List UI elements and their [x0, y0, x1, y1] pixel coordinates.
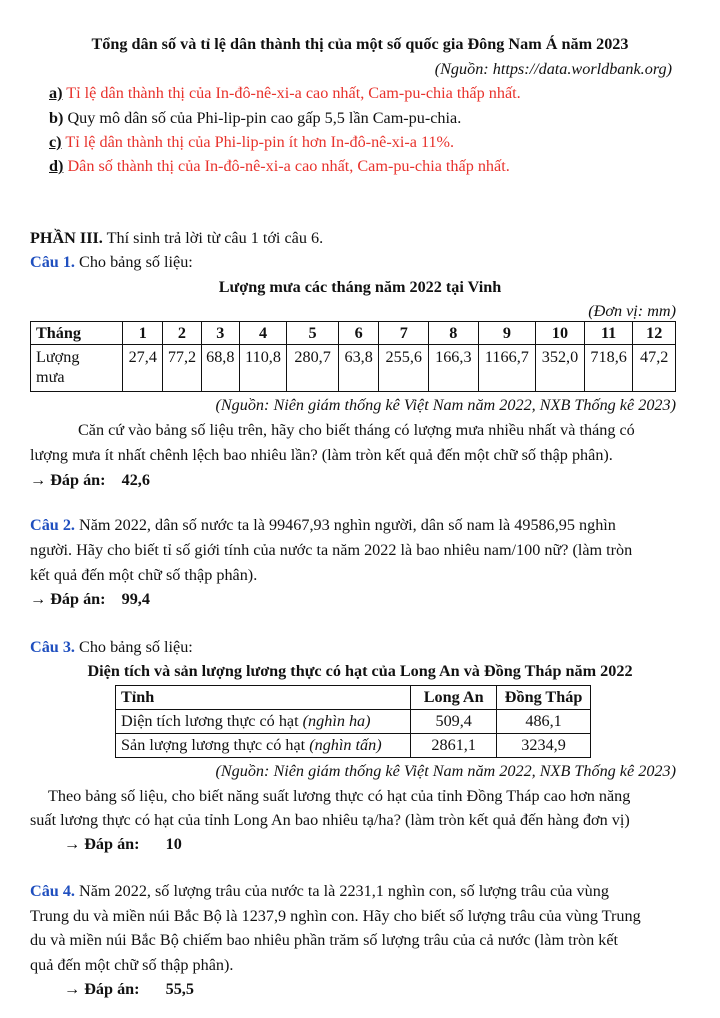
rainfall-row-label-line2: mưa [36, 368, 65, 387]
top-source: (Nguồn: https://data.worldbank.org) [434, 60, 672, 78]
month-cell: 6 [338, 322, 379, 345]
q1-intro-text: Cho bảng số liệu: [74, 253, 193, 271]
q4-line4: quả đến một chữ số thập phân). [30, 956, 234, 974]
statement-label: d) [49, 157, 64, 175]
month-cell: 11 [584, 322, 633, 345]
q2-line1-text: Năm 2022, dân số nước ta là 99467,93 nghìn người, dân số nam là 49586,95 nghìn [74, 516, 616, 534]
q1-unit: (Đơn vị: mm) [588, 302, 676, 320]
q3-question-line2: suất lương thực có hạt của tỉnh Long An bao nhiêu tạ/ha? (làm tròn kết quả đến hàng đơn vị) [30, 811, 630, 829]
crop-header-cell: Tỉnh [116, 686, 411, 710]
month-cell: 4 [239, 322, 287, 345]
statement-a [49, 84, 521, 103]
rainfall-header-label: Tháng [31, 322, 123, 345]
q3-answer-label: → Đáp án: [64, 835, 140, 853]
statement-text: Dân số thành thị của In-đô-nê-xi-a cao nhất, Cam-pu-chia thấp nhất. [67, 157, 510, 175]
q1-answer [30, 471, 150, 490]
part3-heading-text: Thí sinh trả lời từ câu 1 tới câu 6. [102, 229, 324, 247]
crop-table [115, 685, 591, 758]
q3-question-line1: Theo bảng số liệu, cho biết năng suất lương thực có hạt của tỉnh Đồng Tháp cao hơn năng [48, 787, 631, 805]
rainfall-row-label [31, 345, 123, 392]
rainfall-value-cell: 47,2 [633, 345, 676, 392]
q3-intro [30, 638, 193, 657]
rainfall-value-cell: 255,6 [379, 345, 429, 392]
q4-answer-label: → Đáp án: [64, 980, 140, 998]
rainfall-value-cell: 77,2 [163, 345, 202, 392]
q1-source: (Nguồn: Niên giám thống kê Việt Nam năm 2022, NXB Thống kê 2023) [215, 396, 676, 414]
q2-answer-value: 99,4 [121, 590, 150, 608]
crop-header-cell: Đồng Tháp [497, 686, 591, 710]
rainfall-row-label-line1: Lượng [36, 348, 80, 366]
q4-line3: du và miền núi Bắc Bộ chiếm bao nhiêu phần trăm số lượng trâu của cả nước (làm tròn kết [30, 931, 619, 949]
q3-intro-text: Cho bảng số liệu: [74, 638, 193, 656]
q1-answer-label: → Đáp án: [30, 471, 106, 489]
statement-b [49, 109, 461, 128]
month-cell: 12 [633, 322, 676, 345]
q1-table-title: Lượng mưa các tháng năm 2022 tại Vinh [218, 278, 502, 296]
q3-label: Câu 3. [30, 638, 75, 656]
part3-heading [30, 229, 323, 248]
crop-header-row [116, 686, 591, 710]
rainfall-value-cell: 280,7 [287, 345, 338, 392]
month-cell: 9 [478, 322, 536, 345]
statement-label: a) [49, 84, 63, 102]
q4-answer [64, 980, 194, 999]
crop-header-cell: Long An [411, 686, 497, 710]
crop-row-unit: (nghìn tấn) [309, 736, 382, 755]
q3-answer-value: 10 [165, 835, 182, 853]
q1-intro [30, 253, 193, 272]
crop-value-cell: 2861,1 [411, 734, 497, 758]
q2-answer-label: → Đáp án: [30, 590, 106, 608]
rainfall-value-cell: 1166,7 [478, 345, 536, 392]
q4-line1-text: Năm 2022, số lượng trâu của nước ta là 2231,1 nghìn con, số lượng trâu của vùng [74, 882, 609, 900]
crop-row-unit: (nghìn ha) [302, 712, 371, 731]
q3-source: (Nguồn: Niên giám thống kê Việt Nam năm 2022, NXB Thống kê 2023) [215, 762, 676, 780]
rainfall-value-cell: 352,0 [536, 345, 585, 392]
month-cell: 1 [123, 322, 163, 345]
month-cell: 7 [379, 322, 429, 345]
part3-heading-bold: PHẦN III. [30, 229, 103, 247]
q3-answer [64, 835, 182, 854]
rainfall-value-cell: 110,8 [239, 345, 287, 392]
rainfall-value-cell: 166,3 [429, 345, 479, 392]
top-table-title: Tổng dân số và tỉ lệ dân thành thị của một số quốc gia Đông Nam Á năm 2023 [91, 35, 629, 53]
crop-row-label-text: Diện tích lương thực có hạt [121, 712, 303, 731]
q2-line1 [30, 516, 616, 535]
statement-label: b) [49, 109, 64, 127]
q3-table-title: Diện tích và sản lượng lương thực có hạt của Long An và Đồng Tháp năm 2022 [87, 662, 633, 680]
crop-value-cell: 3234,9 [497, 734, 591, 758]
statement-text: Tỉ lệ dân thành thị của Phi-lip-pin ít hơn In-đô-nê-xi-a 11%. [65, 133, 455, 151]
q4-line2: Trung du và miền núi Bắc Bộ là 1237,9 nghìn con. Hãy cho biết số lượng trâu của vùng Trung [30, 907, 641, 925]
month-cell: 3 [201, 322, 239, 345]
q2-label: Câu 2. [30, 516, 75, 534]
statement-c [49, 133, 454, 152]
rainfall-table [30, 321, 676, 392]
q4-label: Câu 4. [30, 882, 75, 900]
rainfall-value-cell: 63,8 [338, 345, 379, 392]
statement-d [49, 157, 510, 176]
crop-row-label-text: Sản lượng lương thực có hạt [121, 736, 310, 755]
q4-line1 [30, 882, 609, 901]
rainfall-header-row [31, 322, 676, 345]
q1-label: Câu 1. [30, 253, 75, 271]
statement-text: Tỉ lệ dân thành thị của In-đô-nê-xi-a cao nhất, Cam-pu-chia thấp nhất. [66, 84, 521, 102]
q2-line2: người. Hãy cho biết tỉ số giới tính của nước ta năm 2022 là bao nhiêu nam/100 nữ? (làm tròn [30, 541, 633, 559]
month-cell: 2 [163, 322, 202, 345]
crop-value-cell: 509,4 [411, 710, 497, 734]
q1-answer-value: 42,6 [121, 471, 150, 489]
q2-line3: kết quả đến một chữ số thập phân). [30, 566, 258, 584]
rainfall-value-row [31, 345, 676, 392]
crop-row [116, 734, 591, 758]
month-cell: 10 [536, 322, 585, 345]
statement-label: c) [49, 133, 62, 151]
crop-value-cell: 486,1 [497, 710, 591, 734]
q4-answer-value: 55,5 [165, 980, 194, 998]
rainfall-value-cell: 27,4 [123, 345, 163, 392]
month-cell: 8 [429, 322, 479, 345]
q2-answer [30, 590, 150, 609]
month-cell: 5 [287, 322, 338, 345]
crop-row-label [116, 710, 411, 734]
rainfall-value-cell: 718,6 [584, 345, 633, 392]
q1-question-line1: Căn cứ vào bảng số liệu trên, hãy cho biết tháng có lượng mưa nhiều nhất và tháng có [78, 421, 635, 439]
statement-text: Quy mô dân số của Phi-lip-pin cao gấp 5,5 lần Cam-pu-chia. [67, 109, 462, 127]
crop-row [116, 710, 591, 734]
crop-row-label [116, 734, 411, 758]
q1-question-line2: lượng mưa ít nhất chênh lệch bao nhiêu lần? (làm tròn kết quả đến một chữ số thập phân). [30, 446, 613, 464]
rainfall-value-cell: 68,8 [201, 345, 239, 392]
